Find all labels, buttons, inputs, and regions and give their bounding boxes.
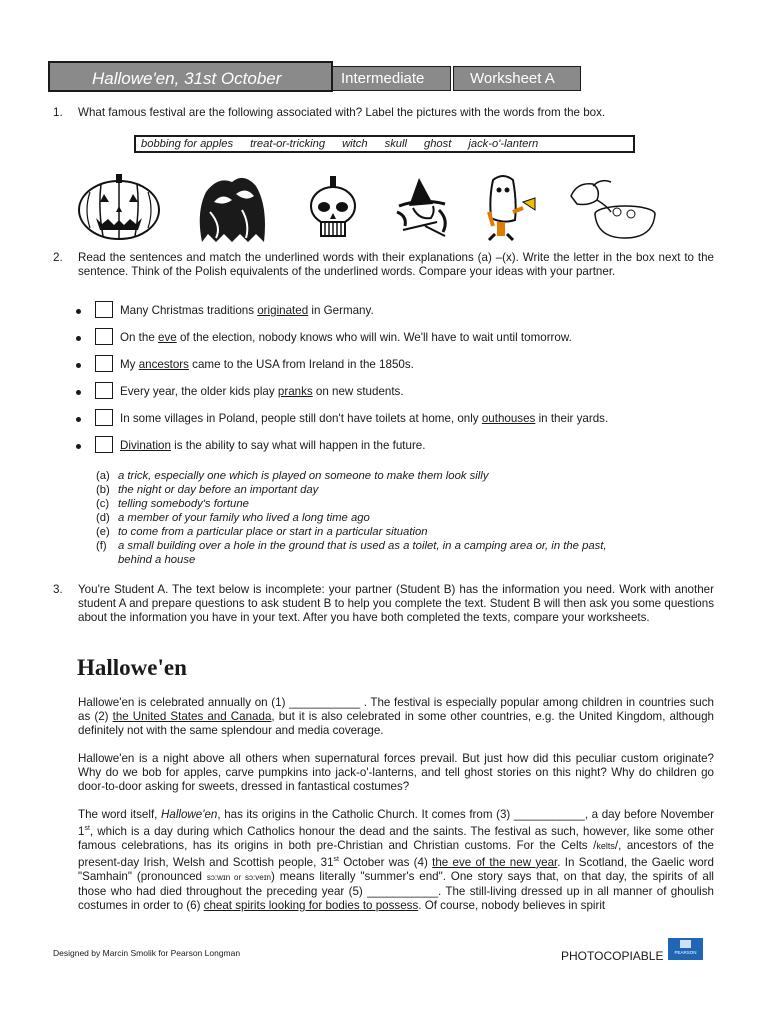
q3-number: 3. xyxy=(53,583,63,596)
underlined-word: originated xyxy=(257,304,309,317)
footer-credit: Designed by Marcin Smolik for Pearson Longman xyxy=(53,948,241,958)
jack-o-lantern-picture xyxy=(76,172,162,242)
worksheet-header xyxy=(48,61,581,92)
q1-instruction: What famous festival are the following associated with? Label the pictures with the words from the box. xyxy=(78,106,606,119)
trick-or-treat-picture xyxy=(483,172,543,242)
q2-instruction: Read the sentences and match the underlined words with their explanations (a) –(x). Write the letter in the box next to the sentence. Think of the Polish equivalents of the underlined words. Compare your ideas with your partner. xyxy=(78,251,714,278)
worksheet-title: Hallowe'en, 31st October xyxy=(48,61,333,92)
answer-box[interactable] xyxy=(95,301,113,318)
level-label: Intermediate xyxy=(333,66,451,91)
worksheet-label: Worksheet A xyxy=(453,66,581,91)
word-box-item: skull xyxy=(384,138,407,150)
match-sentence: Many Christmas traditions originated in Germany. xyxy=(120,304,374,317)
match-sentence: Divination is the ability to say what will happen in the future. xyxy=(120,439,426,452)
bullet-icon xyxy=(76,336,81,341)
article-heading: Hallowe'en xyxy=(77,655,187,680)
match-item xyxy=(76,433,425,453)
match-item xyxy=(76,325,572,345)
word-box-item: jack-o'-lantern xyxy=(468,138,539,150)
answer-box[interactable] xyxy=(95,355,113,372)
article-paragraph-2: Hallowe'en is a night above all others when supernatural forces prevail. But just how did this peculiar custom originate? Why do we bob for apples, carve pumpkins into jack-o'-lanterns, and tell ghost stories on this night? Why do children go door-to-door asking for sweets, dressed in fantastical costumes? xyxy=(78,752,714,793)
explanation-item: (a) a trick, especially one which is played on someone to make them look silly xyxy=(96,470,489,482)
explanation-item: (d) a member of your family who lived a long time ago xyxy=(96,512,370,524)
skull-picture xyxy=(305,176,361,242)
svg-text:PEARSON: PEARSON xyxy=(674,950,697,955)
underlined-word: outhouses xyxy=(481,412,536,425)
match-item xyxy=(76,379,404,399)
bullet-icon xyxy=(76,417,81,422)
ghost-picture xyxy=(192,172,272,244)
explanation-item: (c) telling somebody's fortune xyxy=(96,498,249,510)
match-sentence: On the eve of the election, nobody knows who will win. We'll have to wait until tomorrow. xyxy=(120,331,572,344)
word-box-item: ghost xyxy=(423,138,452,150)
word-box xyxy=(134,135,635,153)
answer-box[interactable] xyxy=(95,436,113,453)
match-item xyxy=(76,406,608,426)
match-item xyxy=(76,352,414,372)
match-item xyxy=(76,298,374,318)
word-box-item: witch xyxy=(342,138,368,150)
underlined-word: Divination xyxy=(120,439,171,452)
article-paragraph-1: Hallowe'en is celebrated annually on (1) ___________ . The festival is especially popular among children in countries such as (2) the United States and Canada, but it is also celebrated in some other countries, e.g. the United Kingdom, although definitely not with the same splendour and media coverage. xyxy=(78,696,714,737)
underlined-word: ancestors xyxy=(138,358,189,371)
bullet-icon xyxy=(76,390,81,395)
witch-picture xyxy=(389,176,453,238)
pearson-logo xyxy=(668,938,703,960)
bobbing-for-apples-picture xyxy=(567,176,659,242)
q2-number: 2. xyxy=(53,251,63,264)
word-box-item: bobbing for apples xyxy=(141,138,234,150)
explanation-item: (f) a small building over a hole in the ground that is used as a toilet, in a camping area or, in the past, xyxy=(96,540,607,552)
answer-box[interactable] xyxy=(95,409,113,426)
underlined-word: pranks xyxy=(277,385,313,398)
match-sentence: Every year, the older kids play pranks on new students. xyxy=(120,385,404,398)
explanations-list xyxy=(96,469,607,567)
explanation-item-continued: behind a house xyxy=(118,554,196,566)
answer-box[interactable] xyxy=(95,382,113,399)
bullet-icon xyxy=(76,444,81,449)
q1-number: 1. xyxy=(53,106,63,119)
bullet-icon xyxy=(76,363,81,368)
explanation-item: (e) to come from a particular place or start in a particular situation xyxy=(96,526,428,538)
article-paragraph-3: The word itself, Hallowe'en, has its origins in the Catholic Church. It comes from (3) ___________, a day before November 1st, which is a day during which Catholics honour the dead and the saints. The festival as such, however, like some other famous celebrations, has its origins in both pre-Christian and Christian customs. For the Celts /kelts/, ancestors of the present-day Irish, Welsh and Scottish people, 31st October was (4) the eve of the new year. In Scotland, the Gaelic word "Samhain" (pronounced sɔ:wɪn or sɔ:veɪn) means literally "summer's end". One story says that, on that day, the spirits of all those who had died throughout the preceding year (5) ___________. The still-living dressed up in all manner of ghoulish costumes in order to (6) cheat spirits looking for bodies to possess. Of course, nobody believes in spirit xyxy=(78,808,714,912)
answer-box[interactable] xyxy=(95,328,113,345)
bullet-icon xyxy=(76,309,81,314)
photocopiable-label: PHOTOCOPIABLE xyxy=(561,949,664,963)
match-sentence: My ancestors came to the USA from Ireland in the 1850s. xyxy=(120,358,414,371)
q3-instruction: You're Student A. The text below is incomplete: your partner (Student B) has the information you need. Work with another student A and prepare questions to ask student B to help you complete the text. Student B will then ask you some questions about the information you have in your text. After you have both completed the texts, compare your worksheets. xyxy=(78,583,714,624)
match-sentence: In some villages in Poland, people still don't have toilets at home, only outhouses in their yards. xyxy=(120,412,609,425)
pearson-logo-icon xyxy=(668,938,703,960)
word-box-item: treat-or-tricking xyxy=(250,138,326,150)
explanation-item: (b) the night or day before an important day xyxy=(96,484,319,496)
underlined-word: eve xyxy=(158,331,177,344)
